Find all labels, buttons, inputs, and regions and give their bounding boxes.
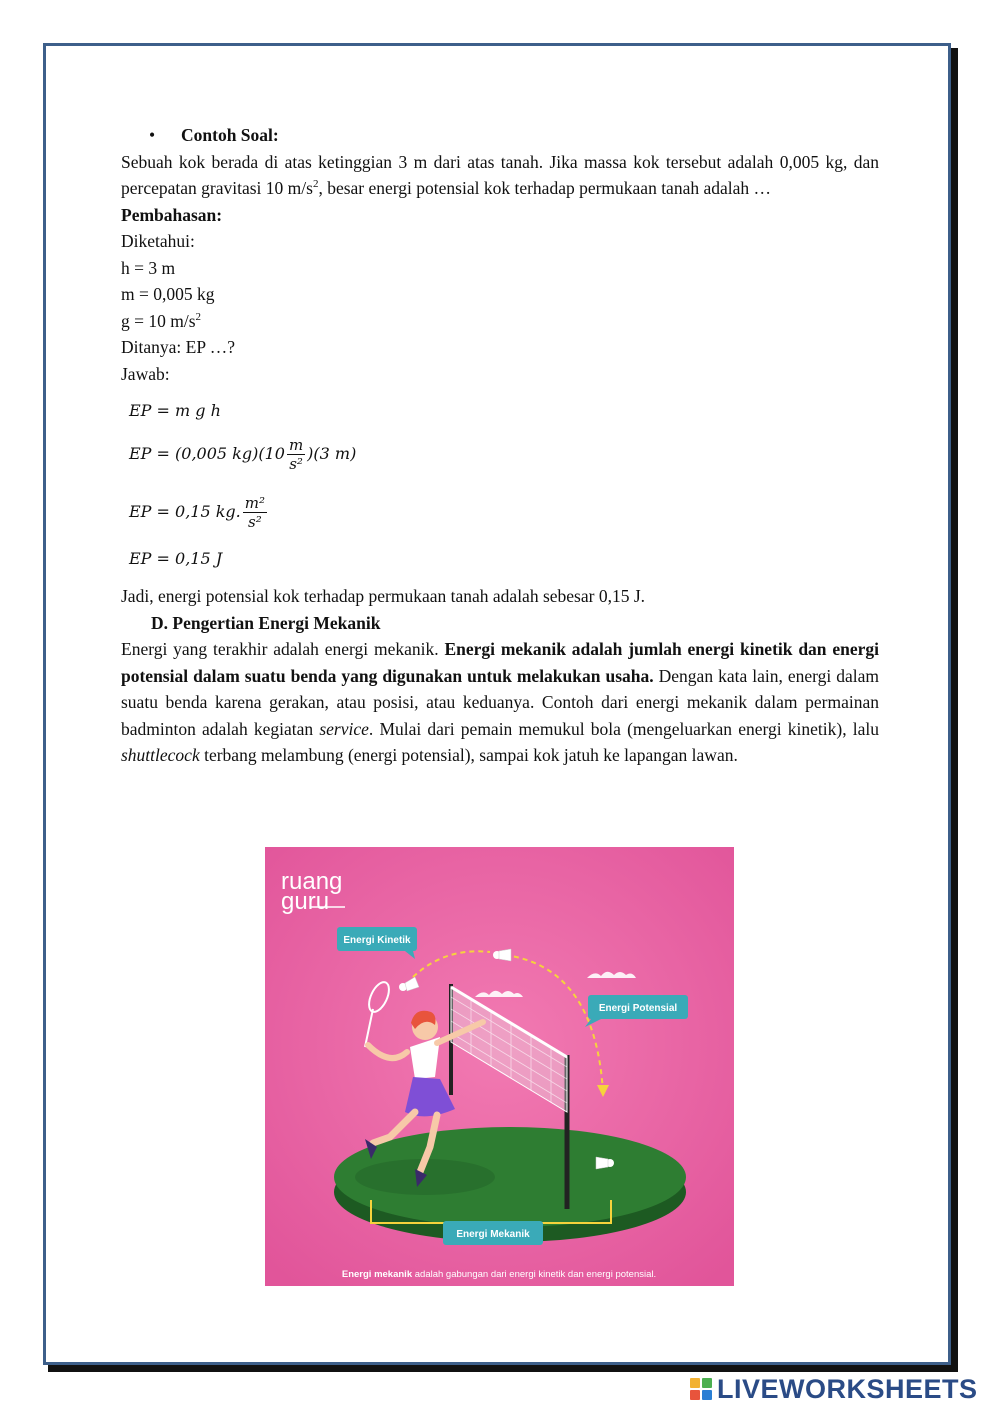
- equation-3: [129, 487, 879, 537]
- known-g: [121, 308, 879, 335]
- section-d-heading: D. Pengertian Energi Mekanik: [151, 612, 381, 633]
- label-mechanic: [443, 1221, 543, 1245]
- solution-heading-text: Pembahasan:: [121, 204, 223, 225]
- document-content: [121, 122, 879, 769]
- caption-rest: adalah gabungan dari energi kinetik dan energi potensial.: [412, 1269, 657, 1280]
- section-d-definition: Energi mekanik adalah jumlah energi kinetik dan energi potensial dalam suatu benda yang digunakan untuk melakukan usaha.: [121, 639, 880, 686]
- asked: Ditanya: EP …?: [121, 337, 236, 357]
- example-heading-text: Contoh Soal:: [181, 125, 279, 145]
- equation-2-text-a: EP = (0,005 kg)(10: [129, 443, 285, 463]
- equation-block: [129, 397, 879, 573]
- section-d-text-b: Dengan kata lain, energi dalam suatu benda karena gerakan, atau posisi, atau keduanya. Contoh dari energi mekanik dalam permainan badminton adalah kegiatan: [121, 665, 879, 739]
- equation-3-numerator: m²: [244, 493, 266, 512]
- equation-1: [129, 397, 879, 425]
- solution-heading: [121, 202, 879, 229]
- equation-2-fraction: [287, 436, 305, 473]
- answer-label: Jawab:: [121, 363, 170, 384]
- known-label: Diketahui:: [121, 231, 195, 251]
- problem-text: [121, 149, 879, 202]
- equation-2-numerator: m: [288, 435, 304, 454]
- problem-text-a: Sebuah kok berada di atas ketinggian 3 m dari atas tanah. Jika massa kok tersebut adalah 0,005 kg, dan percepatan gravitasi 10 m/s: [121, 151, 879, 198]
- brand-line-1: ruang: [281, 868, 343, 895]
- logo-squares-icon: [690, 1378, 712, 1400]
- equation-3-fraction: [243, 494, 267, 531]
- example-heading: [121, 122, 879, 149]
- bullet-marker: •: [149, 125, 156, 145]
- liveworksheets-logo[interactable]: [690, 1372, 978, 1406]
- section-d-service: service: [319, 718, 369, 739]
- known-m: m = 0,005 kg: [121, 284, 215, 304]
- equation-2-denominator: s²: [289, 454, 303, 473]
- equation-1-text: EP = m g h: [129, 400, 221, 420]
- section-d-text-c: . Mulai dari pemain memukul bola (mengeluarkan energi kinetik), lalu: [368, 718, 880, 739]
- equation-3-denominator: s²: [248, 512, 262, 531]
- section-d-shuttlecock: shuttlecock: [121, 745, 200, 765]
- known-h: h = 3 m: [121, 257, 176, 278]
- label-mechanic-text: Energi Mekanik: [456, 1229, 530, 1240]
- label-potential-text: Energi Potensial: [598, 1003, 678, 1014]
- conclusion: Jadi, energi potensial kok terhadap permukaan tanah adalah sebesar 0,15 J.: [121, 586, 646, 606]
- brand-line-2: guru: [281, 888, 330, 915]
- problem-superscript: 2: [312, 178, 319, 191]
- illustration-caption: [342, 1269, 656, 1280]
- known-g-superscript: 2: [195, 310, 202, 323]
- problem-text-b: , besar energi potensial kok terhadap permukaan tanah adalah …: [318, 178, 772, 198]
- equation-2-text-b: )(3 m): [307, 443, 357, 463]
- equation-3-text: EP = 0,15 kg.: [129, 501, 241, 521]
- known-g-text: g = 10 m/s: [121, 310, 196, 331]
- equation-4-text: EP = 0,15 J: [129, 548, 223, 568]
- caption-bold: Energi mekanik: [341, 1269, 413, 1280]
- equation-4: [129, 545, 879, 573]
- section-d-text-a: Energi yang terakhir adalah energi mekanik.: [121, 639, 445, 659]
- equation-2: [129, 429, 879, 479]
- label-kinetic-text: Energi Kinetik: [343, 935, 411, 946]
- liveworksheets-text: LIVEWORKSHEETS: [717, 1373, 978, 1404]
- section-d-paragraph: [121, 636, 879, 769]
- section-d-text-d: terbang melambung (energi potensial), sampai kok jatuh ke lapangan lawan.: [199, 745, 738, 765]
- energy-illustration: [265, 847, 734, 1286]
